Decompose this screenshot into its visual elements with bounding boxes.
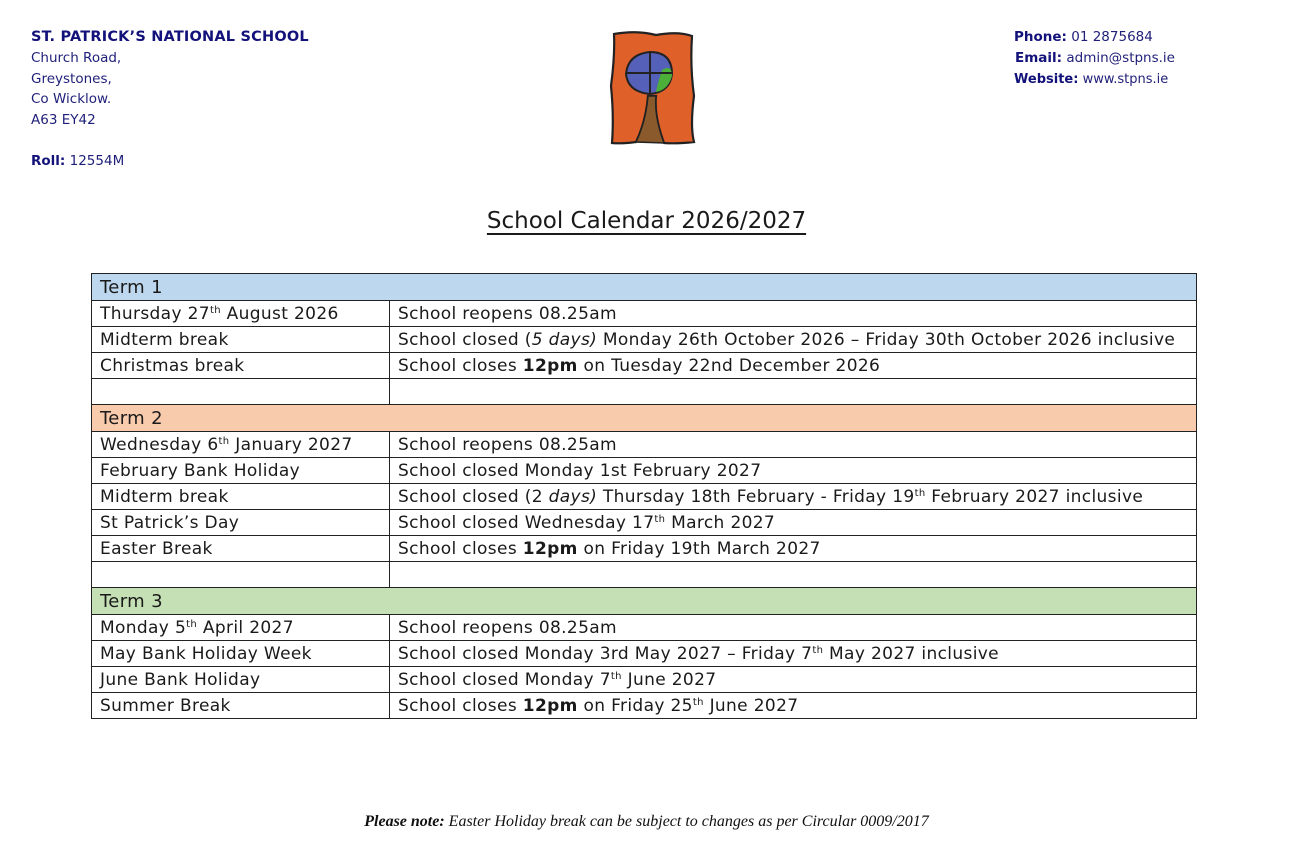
text-run: Summer Break bbox=[100, 696, 231, 716]
text-run: Easter Break bbox=[100, 539, 213, 559]
calendar-row bbox=[92, 693, 1197, 719]
text-run: St Patrick’s Day bbox=[100, 513, 240, 533]
email-link[interactable]: admin@stpns.ie bbox=[1066, 50, 1175, 66]
text-run: School closed (2 bbox=[398, 487, 549, 507]
detail-cell bbox=[390, 615, 1197, 641]
text-run: Thursday 27 bbox=[100, 304, 210, 324]
detail-cell bbox=[390, 458, 1197, 484]
detail-cell bbox=[390, 667, 1197, 693]
footnote-text: Easter Holiday break can be subject to changes as per Circular 0009/2017 bbox=[444, 813, 929, 830]
calendar-row bbox=[92, 615, 1197, 641]
event-cell bbox=[92, 432, 390, 458]
text-run: Thursday 18th February - Friday 19 bbox=[597, 487, 915, 507]
text-run: April 2027 bbox=[197, 618, 294, 638]
event-cell bbox=[92, 327, 390, 353]
calendar-row bbox=[92, 641, 1197, 667]
event-cell bbox=[92, 693, 390, 719]
detail-cell bbox=[390, 693, 1197, 719]
text-run: Monday 26th October 2026 – Friday 30th October 2026 inclusive bbox=[597, 330, 1176, 350]
event-cell bbox=[92, 641, 390, 667]
ordinal-suffix: th bbox=[186, 619, 198, 630]
event-cell bbox=[92, 484, 390, 510]
ordinal-suffix: th bbox=[654, 514, 666, 525]
phone-label: Phone: bbox=[1014, 29, 1067, 45]
school-address-block bbox=[31, 27, 309, 172]
detail-cell bbox=[390, 432, 1197, 458]
text-run: May 2027 inclusive bbox=[823, 644, 999, 664]
spacer-row bbox=[92, 379, 1197, 405]
text-run: June 2027 bbox=[621, 670, 717, 690]
school-name: ST. PATRICK’S NATIONAL SCHOOL bbox=[31, 29, 309, 45]
website bbox=[1014, 69, 1175, 90]
calendar-row bbox=[92, 458, 1197, 484]
address-line: A63 EY42 bbox=[31, 112, 96, 129]
detail-cell bbox=[390, 353, 1197, 379]
ordinal-suffix: th bbox=[610, 671, 622, 682]
calendar-row bbox=[92, 353, 1197, 379]
empty-cell bbox=[92, 562, 390, 588]
page-title: School Calendar 2026/2027 bbox=[486, 208, 807, 234]
footnote-label: Please note: bbox=[364, 813, 445, 830]
email bbox=[1015, 48, 1175, 69]
text-run: School closed Monday 1st February 2027 bbox=[398, 461, 762, 481]
term-heading: Term 2 bbox=[92, 405, 1197, 432]
school-logo-window-tree-icon bbox=[606, 26, 698, 148]
calendar-row bbox=[92, 536, 1197, 562]
term-header-row bbox=[92, 274, 1197, 301]
calendar-row bbox=[92, 510, 1197, 536]
detail-cell bbox=[390, 510, 1197, 536]
roll-value: 12554M bbox=[69, 152, 125, 169]
text-run: on Tuesday 22nd December 2026 bbox=[577, 356, 881, 376]
text-run: School closed Monday 3rd May 2027 – Friday 7 bbox=[398, 644, 813, 664]
detail-cell bbox=[390, 536, 1197, 562]
italic-duration: days) bbox=[548, 487, 598, 507]
roll-label: Roll: bbox=[31, 152, 66, 169]
empty-cell bbox=[390, 379, 1197, 405]
text-run: Wednesday 6 bbox=[100, 435, 219, 455]
calendar-row bbox=[92, 484, 1197, 510]
email-label: Email: bbox=[1015, 50, 1063, 66]
address-line: Greystones, bbox=[31, 70, 112, 87]
term-heading: Term 1 bbox=[92, 274, 1197, 301]
text-run: February Bank Holiday bbox=[100, 461, 301, 481]
website-label: Website: bbox=[1014, 72, 1079, 87]
spacer-row bbox=[92, 562, 1197, 588]
event-cell bbox=[92, 667, 390, 693]
bold-time: 12pm bbox=[522, 356, 578, 376]
text-run: School reopens 08.25am bbox=[398, 618, 617, 638]
detail-cell bbox=[390, 641, 1197, 667]
text-run: June Bank Holiday bbox=[100, 670, 261, 690]
text-run: School closes bbox=[398, 539, 523, 559]
text-run: on Friday 25 bbox=[577, 696, 693, 716]
empty-cell bbox=[390, 562, 1197, 588]
website-link[interactable]: www.stpns.ie bbox=[1082, 72, 1169, 87]
text-run: Midterm break bbox=[100, 330, 229, 350]
text-run: School closed ( bbox=[398, 330, 532, 350]
text-run: August 2026 bbox=[220, 304, 339, 324]
detail-cell bbox=[390, 484, 1197, 510]
text-run: School closes bbox=[398, 356, 523, 376]
text-run: Christmas break bbox=[100, 356, 245, 376]
address-line: Co Wicklow. bbox=[31, 91, 112, 108]
text-run: May Bank Holiday Week bbox=[100, 644, 312, 664]
ordinal-suffix: th bbox=[692, 697, 704, 708]
detail-cell bbox=[390, 327, 1197, 353]
text-run: School closes bbox=[398, 696, 523, 716]
ordinal-suffix: th bbox=[914, 488, 926, 499]
text-run: March 2027 bbox=[665, 513, 776, 533]
term-header-row bbox=[92, 588, 1197, 615]
calendar-table bbox=[91, 273, 1197, 719]
ordinal-suffix: th bbox=[812, 645, 824, 656]
term-heading: Term 3 bbox=[92, 588, 1197, 615]
contact-block bbox=[1014, 27, 1175, 90]
calendar-row bbox=[92, 667, 1197, 693]
text-run: School reopens 08.25am bbox=[398, 435, 617, 455]
text-run: February 2027 inclusive bbox=[925, 487, 1144, 507]
phone-value: 01 2875684 bbox=[1071, 29, 1153, 45]
phone bbox=[1014, 27, 1175, 48]
event-cell bbox=[92, 458, 390, 484]
empty-cell bbox=[92, 379, 390, 405]
ordinal-suffix: th bbox=[218, 436, 230, 447]
bold-time: 12pm bbox=[522, 696, 578, 716]
text-run: School reopens 08.25am bbox=[398, 304, 617, 324]
event-cell bbox=[92, 353, 390, 379]
italic-duration: 5 days) bbox=[531, 330, 598, 350]
event-cell bbox=[92, 615, 390, 641]
event-cell bbox=[92, 536, 390, 562]
footnote bbox=[0, 813, 1293, 831]
term-header-row bbox=[92, 405, 1197, 432]
calendar-row bbox=[92, 301, 1197, 327]
text-run: School closed Monday 7 bbox=[398, 670, 611, 690]
roll-number bbox=[31, 151, 309, 172]
event-cell bbox=[92, 301, 390, 327]
address-line: Church Road, bbox=[31, 49, 122, 66]
event-cell bbox=[92, 510, 390, 536]
bold-time: 12pm bbox=[522, 539, 578, 559]
text-run: June 2027 bbox=[703, 696, 799, 716]
detail-cell bbox=[390, 301, 1197, 327]
text-run: School closed Wednesday 17 bbox=[398, 513, 655, 533]
text-run: January 2027 bbox=[229, 435, 353, 455]
text-run: Midterm break bbox=[100, 487, 229, 507]
ordinal-suffix: th bbox=[209, 305, 221, 316]
calendar-row bbox=[92, 327, 1197, 353]
text-run: Monday 5 bbox=[100, 618, 187, 638]
calendar-row bbox=[92, 432, 1197, 458]
text-run: on Friday 19th March 2027 bbox=[577, 539, 821, 559]
